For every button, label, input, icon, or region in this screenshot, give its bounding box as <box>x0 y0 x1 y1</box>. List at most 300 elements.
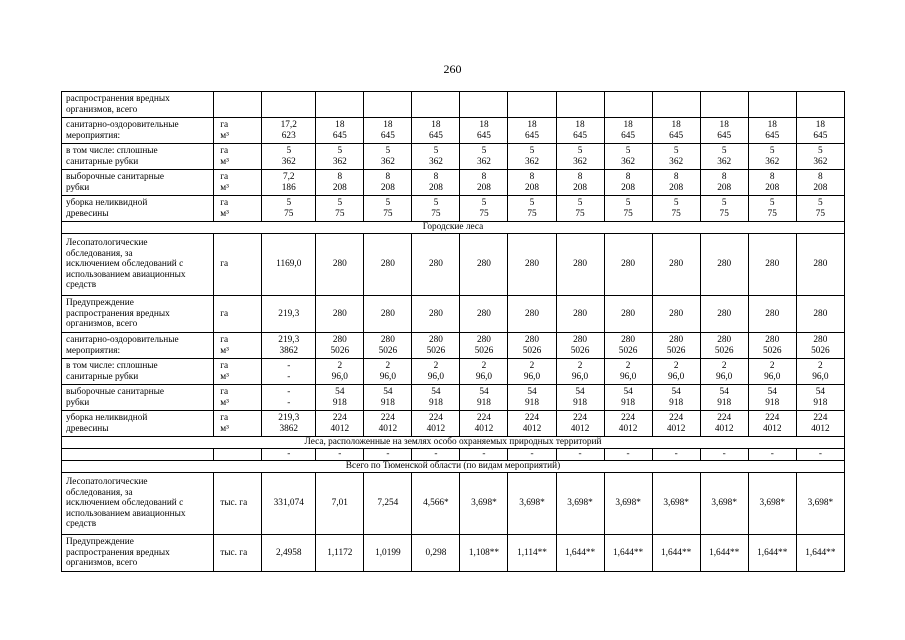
cell-line: 5 <box>818 197 823 208</box>
cell-line: 5 <box>433 197 439 208</box>
table-row <box>62 449 845 461</box>
value-cell <box>412 333 460 359</box>
value-cell <box>652 385 700 411</box>
cell-line: 5 <box>385 145 391 156</box>
cell-line: 8 <box>673 171 679 182</box>
cell-line: - <box>338 449 342 460</box>
cell-line: 5026 <box>714 345 734 356</box>
value-cell <box>604 144 652 170</box>
value-cell <box>364 359 412 385</box>
value-cell <box>316 449 364 461</box>
value-cell <box>412 385 460 411</box>
value-cell <box>748 473 796 535</box>
activity-name <box>62 170 214 196</box>
value-cell <box>364 449 412 461</box>
forest-protection-table <box>61 91 845 572</box>
value-cell <box>700 385 748 411</box>
cell-line: 1169,0 <box>276 259 302 270</box>
cell-line: 280 <box>621 334 636 345</box>
cell-line: обследования, за <box>66 487 133 498</box>
cell-line: 4012 <box>570 423 590 434</box>
cell-line: 75 <box>527 208 537 219</box>
value-cell <box>652 473 700 535</box>
value-cell <box>748 196 796 222</box>
cell-line: 918 <box>332 397 347 408</box>
value-cell <box>652 411 700 437</box>
activity-name <box>62 144 214 170</box>
value-cell <box>316 333 364 359</box>
cell-line: 5026 <box>378 345 398 356</box>
cell-line: 280 <box>428 308 443 319</box>
value-cell <box>508 118 556 144</box>
value-cell <box>460 234 508 296</box>
value-cell <box>652 234 700 296</box>
cell-line: древесины <box>66 423 109 434</box>
activity-name <box>62 359 214 385</box>
value-cell <box>556 535 604 572</box>
cell-line: 8 <box>481 171 487 182</box>
cell-line: 7,2 <box>282 171 295 182</box>
cell-line: 5 <box>481 145 487 156</box>
cell-line: 2 <box>769 360 775 371</box>
value-cell <box>262 196 316 222</box>
cell-line: 75 <box>719 208 729 219</box>
cell-line: 918 <box>573 397 588 408</box>
value-cell <box>262 359 316 385</box>
cell-line: - <box>287 371 291 382</box>
value-cell <box>796 234 844 296</box>
activity-name <box>62 296 214 333</box>
cell-line: 224 <box>813 412 828 423</box>
cell-line: 1,644** <box>564 547 596 558</box>
unit-cell <box>214 118 262 144</box>
cell-line: м³ <box>220 130 229 141</box>
value-cell <box>364 535 412 572</box>
value-cell <box>508 333 556 359</box>
cell-line: 224 <box>765 412 780 423</box>
cell-line: 1,0199 <box>375 547 401 558</box>
section-header-row <box>62 222 845 234</box>
cell-line: 362 <box>428 156 443 167</box>
cell-line: выборочные санитарные <box>66 171 165 182</box>
cell-line: 5 <box>769 145 775 156</box>
cell-line: 224 <box>717 412 732 423</box>
cell-line: 362 <box>669 156 684 167</box>
cell-line: 8 <box>433 171 439 182</box>
value-cell <box>700 449 748 461</box>
cell-line: 362 <box>573 156 588 167</box>
value-cell <box>508 449 556 461</box>
cell-line: 18 <box>431 119 441 130</box>
value-cell <box>508 359 556 385</box>
cell-line: 224 <box>428 412 443 423</box>
cell-line: 5 <box>673 197 679 208</box>
cell-line: использованием авиационных <box>66 269 186 280</box>
cell-line: 280 <box>476 259 491 270</box>
value-cell <box>700 170 748 196</box>
value-cell <box>748 118 796 144</box>
section-title: Всего по Тюменской области (по видам мероприятий) <box>62 461 845 473</box>
unit-cell <box>214 411 262 437</box>
cell-line: 3,698* <box>759 498 786 509</box>
activity-name <box>62 473 214 535</box>
value-cell <box>412 449 460 461</box>
cell-line: тыс. га <box>220 547 248 558</box>
table-row <box>62 385 845 411</box>
cell-line: 280 <box>813 308 828 319</box>
value-cell <box>316 144 364 170</box>
cell-line: 54 <box>719 386 729 397</box>
cell-line: 75 <box>431 208 441 219</box>
activity-name <box>62 234 214 296</box>
cell-line: 219,3 <box>278 412 300 423</box>
cell-line: 5 <box>721 145 727 156</box>
value-cell <box>508 144 556 170</box>
cell-line: в том числе: сплошные <box>66 145 158 156</box>
table-row <box>62 359 845 385</box>
cell-line: 1,1172 <box>327 547 353 558</box>
value-cell <box>796 144 844 170</box>
section-title: Леса, расположенные на землях особо охраняемых природных территорий <box>62 437 845 449</box>
cell-line: 208 <box>813 182 828 193</box>
value-cell <box>508 473 556 535</box>
value-cell <box>556 473 604 535</box>
value-cell <box>652 535 700 572</box>
cell-line: 96,0 <box>716 371 733 382</box>
cell-line: - <box>287 449 291 460</box>
cell-line: мероприятия: <box>66 345 121 356</box>
value-cell <box>262 333 316 359</box>
cell-line: м³ <box>220 397 229 408</box>
cell-line: - <box>287 360 291 371</box>
cell-line: 18 <box>815 119 826 130</box>
cell-line: м³ <box>220 423 229 434</box>
cell-line: - <box>287 397 291 408</box>
value-cell <box>604 411 652 437</box>
value-cell <box>652 196 700 222</box>
cell-line: 8 <box>529 171 535 182</box>
value-cell <box>460 473 508 535</box>
cell-line: - <box>722 449 726 460</box>
cell-line: 0,298 <box>425 547 447 558</box>
cell-line: 5 <box>673 145 679 156</box>
cell-line: 1,644** <box>757 547 788 558</box>
cell-line: 2 <box>385 360 391 371</box>
value-cell <box>262 385 316 411</box>
value-cell <box>604 333 652 359</box>
cell-line: - <box>818 449 822 460</box>
value-cell <box>796 359 844 385</box>
value-cell <box>700 333 748 359</box>
cell-line: 2 <box>721 360 727 371</box>
value-cell <box>796 170 844 196</box>
cell-line: Лесопатологические <box>66 477 148 488</box>
cell-line: 96,0 <box>379 371 396 382</box>
value-cell <box>460 535 508 572</box>
value-cell <box>508 170 556 196</box>
cell-line: 96,0 <box>812 371 829 382</box>
cell-line: 18 <box>767 119 777 130</box>
cell-line: 8 <box>337 171 343 182</box>
value-cell <box>364 234 412 296</box>
cell-line: 280 <box>525 308 539 319</box>
value-cell <box>316 411 364 437</box>
cell-line: 2 <box>818 360 823 371</box>
cell-line: 280 <box>765 334 780 345</box>
cell-line: мероприятия: <box>66 130 121 141</box>
cell-line: 75 <box>575 208 585 219</box>
value-cell <box>316 196 364 222</box>
value-cell <box>604 296 652 333</box>
value-cell <box>652 359 700 385</box>
value-cell <box>796 92 844 118</box>
activity-name <box>62 535 214 572</box>
table-row <box>62 92 845 118</box>
cell-line: га <box>220 412 229 423</box>
cell-line: 18 <box>479 119 489 130</box>
table-row <box>62 234 845 296</box>
cell-line: 280 <box>813 259 828 270</box>
cell-line: 280 <box>621 259 636 270</box>
cell-line: 280 <box>573 334 588 345</box>
value-cell <box>748 411 796 437</box>
cell-line: в том числе: сплошные <box>66 360 158 371</box>
unit-cell <box>214 449 262 461</box>
cell-line: 5 <box>818 145 823 156</box>
cell-line: 280 <box>669 259 684 270</box>
value-cell <box>316 170 364 196</box>
cell-line: 918 <box>428 397 443 408</box>
cell-line: санитарно-оздоровительные <box>66 334 179 345</box>
cell-line: 280 <box>717 259 732 270</box>
cell-line: 5 <box>433 145 439 156</box>
cell-line: исключением обследований с <box>66 498 184 509</box>
value-cell <box>652 118 700 144</box>
cell-line: 54 <box>815 386 826 397</box>
unit-cell <box>214 473 262 535</box>
cell-line: - <box>482 449 486 460</box>
cell-line: 2 <box>577 360 583 371</box>
cell-line: 208 <box>476 182 491 193</box>
value-cell <box>412 92 460 118</box>
cell-line: средств <box>66 280 97 291</box>
cell-line: 280 <box>428 334 443 345</box>
cell-line: 5026 <box>426 345 446 356</box>
cell-line: 280 <box>717 308 732 319</box>
value-cell <box>316 234 364 296</box>
cell-line: га <box>220 145 229 156</box>
cell-line: 75 <box>815 208 826 219</box>
unit-cell <box>214 296 262 333</box>
value-cell <box>604 170 652 196</box>
cell-line: 4012 <box>522 423 542 434</box>
unit-cell <box>214 234 262 296</box>
cell-line: 5026 <box>330 345 350 356</box>
cell-line: 918 <box>476 397 491 408</box>
cell-line: 5026 <box>618 345 638 356</box>
cell-line: га <box>220 197 229 208</box>
value-cell <box>262 449 316 461</box>
cell-line: - <box>770 449 774 460</box>
value-cell <box>460 385 508 411</box>
cell-line: организмов, всего <box>66 558 138 569</box>
cell-line: 2 <box>625 360 631 371</box>
value-cell <box>556 411 604 437</box>
cell-line: 331,074 <box>273 498 304 509</box>
cell-line: га <box>220 308 229 319</box>
cell-line: 362 <box>621 156 636 167</box>
cell-line: 3,698* <box>519 498 545 509</box>
value-cell <box>652 144 700 170</box>
value-cell <box>556 449 604 461</box>
cell-line: 280 <box>573 259 588 270</box>
cell-line: 8 <box>769 171 775 182</box>
cell-line: 362 <box>332 156 347 167</box>
value-cell <box>700 144 748 170</box>
cell-line: 18 <box>575 119 585 130</box>
cell-line: 280 <box>380 259 395 270</box>
cell-line: 96,0 <box>668 371 685 382</box>
value-cell <box>556 234 604 296</box>
value-cell <box>796 296 844 333</box>
value-cell <box>316 473 364 535</box>
value-cell <box>508 234 556 296</box>
table-row <box>62 118 845 144</box>
cell-line: - <box>386 449 390 460</box>
value-cell <box>748 92 796 118</box>
value-cell <box>604 385 652 411</box>
value-cell <box>796 385 844 411</box>
cell-line: 280 <box>525 259 539 270</box>
value-cell <box>412 170 460 196</box>
cell-line: обследования, за <box>66 248 133 259</box>
cell-line: - <box>578 449 582 460</box>
value-cell <box>556 296 604 333</box>
cell-line: 645 <box>525 130 539 141</box>
cell-line: м³ <box>220 208 229 219</box>
cell-line: 280 <box>717 334 732 345</box>
value-cell <box>460 118 508 144</box>
value-cell <box>604 449 652 461</box>
cell-line: 280 <box>332 259 347 270</box>
cell-line: Предупреждение <box>66 537 134 548</box>
cell-line: м³ <box>220 182 229 193</box>
table-row <box>62 411 845 437</box>
cell-line: 645 <box>717 130 732 141</box>
value-cell <box>652 170 700 196</box>
cell-line: 224 <box>573 412 588 423</box>
cell-line: санитарные рубки <box>66 156 139 167</box>
cell-line: 208 <box>573 182 588 193</box>
cell-line: исключением обследований с <box>66 259 184 270</box>
cell-line: 96,0 <box>571 371 589 382</box>
cell-line: 54 <box>479 386 489 397</box>
value-cell <box>796 196 844 222</box>
activity-name <box>62 385 214 411</box>
value-cell <box>556 385 604 411</box>
cell-line: 4012 <box>811 423 830 434</box>
cell-line: га <box>220 386 229 397</box>
value-cell <box>316 118 364 144</box>
cell-line: - <box>434 449 438 460</box>
value-cell <box>700 118 748 144</box>
cell-line: - <box>287 386 291 397</box>
value-cell <box>748 234 796 296</box>
cell-line: 362 <box>813 156 828 167</box>
cell-line: 4012 <box>474 423 494 434</box>
cell-line: 54 <box>335 386 345 397</box>
value-cell <box>412 196 460 222</box>
cell-line: 5 <box>385 197 391 208</box>
value-cell <box>556 333 604 359</box>
cell-line: 4012 <box>330 423 350 434</box>
cell-line: 8 <box>818 171 823 182</box>
cell-line: 75 <box>335 208 345 219</box>
cell-line: 280 <box>669 308 684 319</box>
cell-line: 645 <box>428 130 443 141</box>
cell-line: 8 <box>721 171 727 182</box>
cell-line: 2,4958 <box>275 547 302 558</box>
cell-line: 224 <box>380 412 395 423</box>
activity-name <box>62 449 214 461</box>
cell-line: 280 <box>813 334 828 345</box>
cell-line: 8 <box>577 171 583 182</box>
section-header-row <box>62 461 845 473</box>
value-cell <box>508 411 556 437</box>
value-cell <box>556 118 604 144</box>
unit-cell <box>214 170 262 196</box>
value-cell <box>748 333 796 359</box>
cell-line: Лесопатологические <box>66 238 148 249</box>
cell-line: средств <box>66 519 97 530</box>
cell-line: 3,698* <box>471 498 497 509</box>
cell-line: 96,0 <box>427 371 445 382</box>
cell-line: 96,0 <box>764 371 781 382</box>
cell-line: 18 <box>527 119 537 130</box>
cell-line: 1,108** <box>468 547 500 558</box>
cell-line: 280 <box>428 259 443 270</box>
cell-line: 3,698* <box>567 498 593 509</box>
cell-line: 918 <box>669 397 684 408</box>
cell-line: 208 <box>621 182 636 193</box>
cell-line: 7,254 <box>377 498 399 509</box>
cell-line: 1,114** <box>517 547 547 558</box>
value-cell <box>412 359 460 385</box>
value-cell <box>652 333 700 359</box>
cell-line: 224 <box>621 412 636 423</box>
cell-line: м³ <box>220 345 229 356</box>
cell-line: 18 <box>623 119 633 130</box>
cell-line: 75 <box>671 208 681 219</box>
cell-line: 54 <box>575 386 585 397</box>
cell-line: 362 <box>380 156 395 167</box>
value-cell <box>364 333 412 359</box>
value-cell <box>556 92 604 118</box>
section-header-row <box>62 437 845 449</box>
value-cell <box>604 359 652 385</box>
value-cell <box>412 234 460 296</box>
cell-line: 75 <box>284 208 294 219</box>
cell-line: 5026 <box>666 345 686 356</box>
value-cell <box>316 92 364 118</box>
cell-line: 362 <box>281 156 296 167</box>
value-cell <box>700 473 748 535</box>
cell-line: 18 <box>335 119 345 130</box>
cell-line: 96,0 <box>523 371 541 382</box>
cell-line: 645 <box>669 130 684 141</box>
value-cell <box>460 170 508 196</box>
value-cell <box>556 196 604 222</box>
